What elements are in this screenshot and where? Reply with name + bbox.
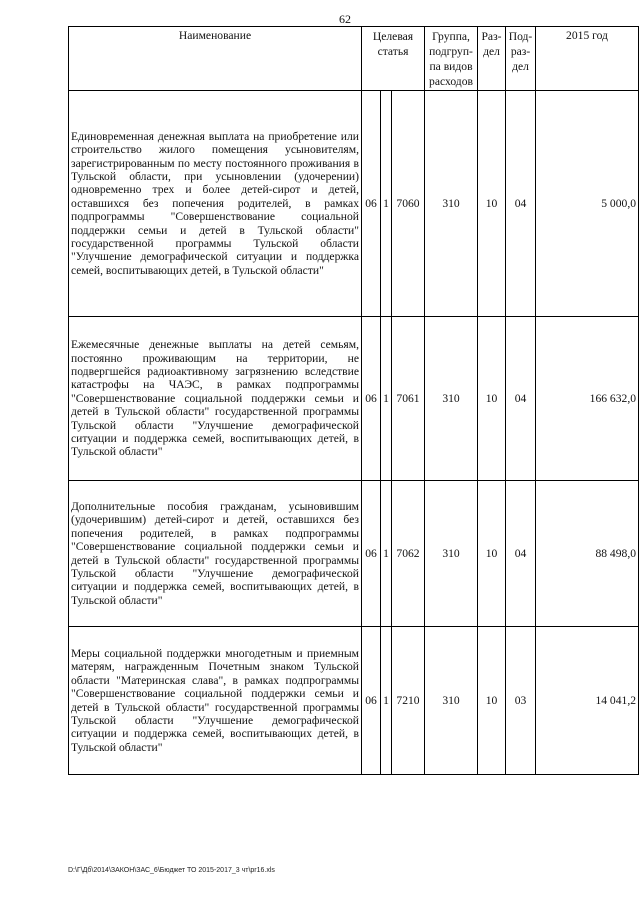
row-section: 10: [478, 627, 506, 775]
header-row: [69, 27, 639, 91]
header-year: 2015 год: [536, 27, 639, 91]
row-name: Дополнительные пособия гражданам, усыновившим (удочерившим) детей-сирот и детей, оставшихся без попечения родителей, в рамках подпрограммы "Совершенствование социальной поддержки семьи и детей в Тульской области" государственной программы Тульской области "Улучшение демографической ситуации и поддержка семей, воспитывающих детей, в Тульской области": [69, 481, 362, 627]
row-section: 10: [478, 481, 506, 627]
row-name: Меры социальной поддержки многодетным и приемным матерям, награжденным Почетным знаком Тульской области "Материнская слава", в рамках подпрограммы "Совершенствование социальной поддержки семьи и детей в Тульской области" государственной программы Тульской области "Улучшение демографической ситуации и поддержка семей, воспитывающих детей, в Тульской области": [69, 627, 362, 775]
header-target-article: Целевая статья: [362, 27, 425, 91]
row-group: 310: [425, 627, 478, 775]
row-subsection: 04: [506, 317, 536, 481]
row-article-program: 06: [362, 481, 381, 627]
row-article-code: 7060: [392, 91, 425, 317]
table-row: [69, 481, 639, 627]
row-amount: 14 041,2: [536, 627, 639, 775]
row-group: 310: [425, 91, 478, 317]
row-article-subprogram: 1: [381, 317, 392, 481]
row-subsection: 04: [506, 91, 536, 317]
row-article-subprogram: 1: [381, 627, 392, 775]
row-name: Единовременная денежная выплата на приобретение или строительство жилого помещения усыновителям, зарегистрированным по месту постоянного проживания в Тульской области, при усыновлении (удочерении) одновременно трех и более детей-сирот и детей, оставшихся без попечения родителей, в рамках подпрограммы "Совершенствование социальной поддержки семьи и детей в Тульской области" государственной программы Тульской области "Улучшение демографической ситуации и поддержка семей, воспитывающих детей, в Тульской области": [69, 91, 362, 317]
row-amount: 5 000,0: [536, 91, 639, 317]
row-article-code: 7062: [392, 481, 425, 627]
row-article-program: 06: [362, 627, 381, 775]
row-amount: 166 632,0: [536, 317, 639, 481]
table-row: [69, 91, 639, 317]
row-article-subprogram: 1: [381, 91, 392, 317]
row-group: 310: [425, 317, 478, 481]
row-article-program: 06: [362, 317, 381, 481]
row-section: 10: [478, 91, 506, 317]
table-row: [69, 627, 639, 775]
row-subsection: 04: [506, 481, 536, 627]
row-section: 10: [478, 317, 506, 481]
file-path-footer: D:\Г\Дб\2014\ЗАКОН\ЗАС_6\Бюджет ТО 2015-2017_3 чт\рr16.xls: [68, 867, 275, 874]
page-number: 62: [339, 12, 351, 26]
row-amount: 88 498,0: [536, 481, 639, 627]
budget-table: [68, 26, 639, 775]
header-subsection: Под-раз-дел: [506, 27, 536, 91]
row-subsection: 03: [506, 627, 536, 775]
row-article-code: 7061: [392, 317, 425, 481]
table-row: [69, 317, 639, 481]
row-group: 310: [425, 481, 478, 627]
header-group: Группа, подгруп-па видов расходов: [425, 27, 478, 91]
header-section: Раз-дел: [478, 27, 506, 91]
header-name: Наименование: [69, 27, 362, 91]
row-name: Ежемесячные денежные выплаты на детей семьям, постоянно проживающим на территории, не подвергшейся радиоактивному загрязнению вследствие катастрофы на ЧАЭС, в рамках подпрограммы "Совершенствование социальной поддержки семьи и детей в Тульской области" государственной программы Тульской области "Улучшение демографической ситуации и поддержка семей, воспитывающих детей, в Тульской области": [69, 317, 362, 481]
row-article-subprogram: 1: [381, 481, 392, 627]
row-article-program: 06: [362, 91, 381, 317]
row-article-code: 7210: [392, 627, 425, 775]
